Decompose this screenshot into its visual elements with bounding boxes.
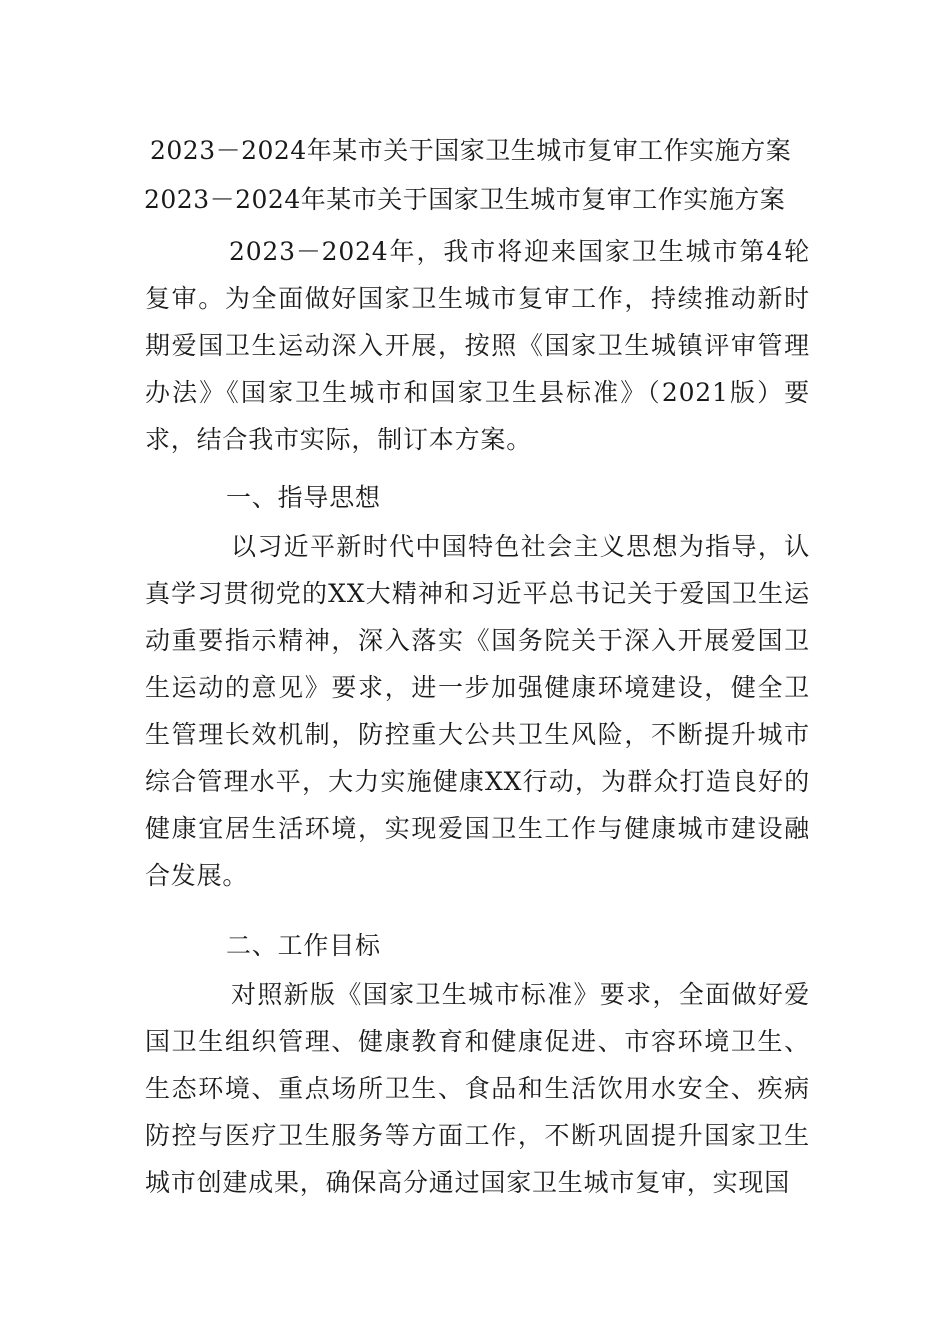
document-title-line-2: 2023－2024年某市关于国家卫生城市复审工作实施方案 [144, 185, 786, 214]
section-heading-guiding-ideology: 一、指导思想 [226, 483, 381, 512]
document-title-line-1: 2023－2024年某市关于国家卫生城市复审工作实施方案 [150, 136, 792, 165]
section-heading-work-goals: 二、工作目标 [226, 931, 381, 960]
guiding-ideology-paragraph: 以习近平新时代中国特色社会主义思想为指导，认真学习贯彻党的XX大精神和习近平总书记关于爱国卫生运动重要指示精神，深入落实《国务院关于深入开展爱国卫生运动的意见》要求，进一步加强健康环境建设，健全卫生管理长效机制，防控重大公共卫生风险，不断提升城市综合管理水平，大力实施健康XX行动，为群众打造良好的健康宜居生活环境，实现爱国卫生工作与健康城市建设融合发展。 [145, 532, 810, 890]
work-goals-paragraph: 对照新版《国家卫生城市标准》要求，全面做好爱国卫生组织管理、健康教育和健康促进、市容环境卫生、生态环境、重点场所卫生、食品和生活饮用水安全、疾病防控与医疗卫生服务等方面工作，不断巩固提升国家卫生城市创建成果，确保高分通过国家卫生城市复审，实现国 [145, 980, 810, 1197]
intro-paragraph: 2023－2024年，我市将迎来国家卫生城市第4轮复审。为全面做好国家卫生城市复审工作，持续推动新时期爱国卫生运动深入开展，按照《国家卫生城镇评审管理办法》《国家卫生城市和国家卫生县标准》（2021版）要求，结合我市实际，制订本方案。 [145, 237, 810, 454]
